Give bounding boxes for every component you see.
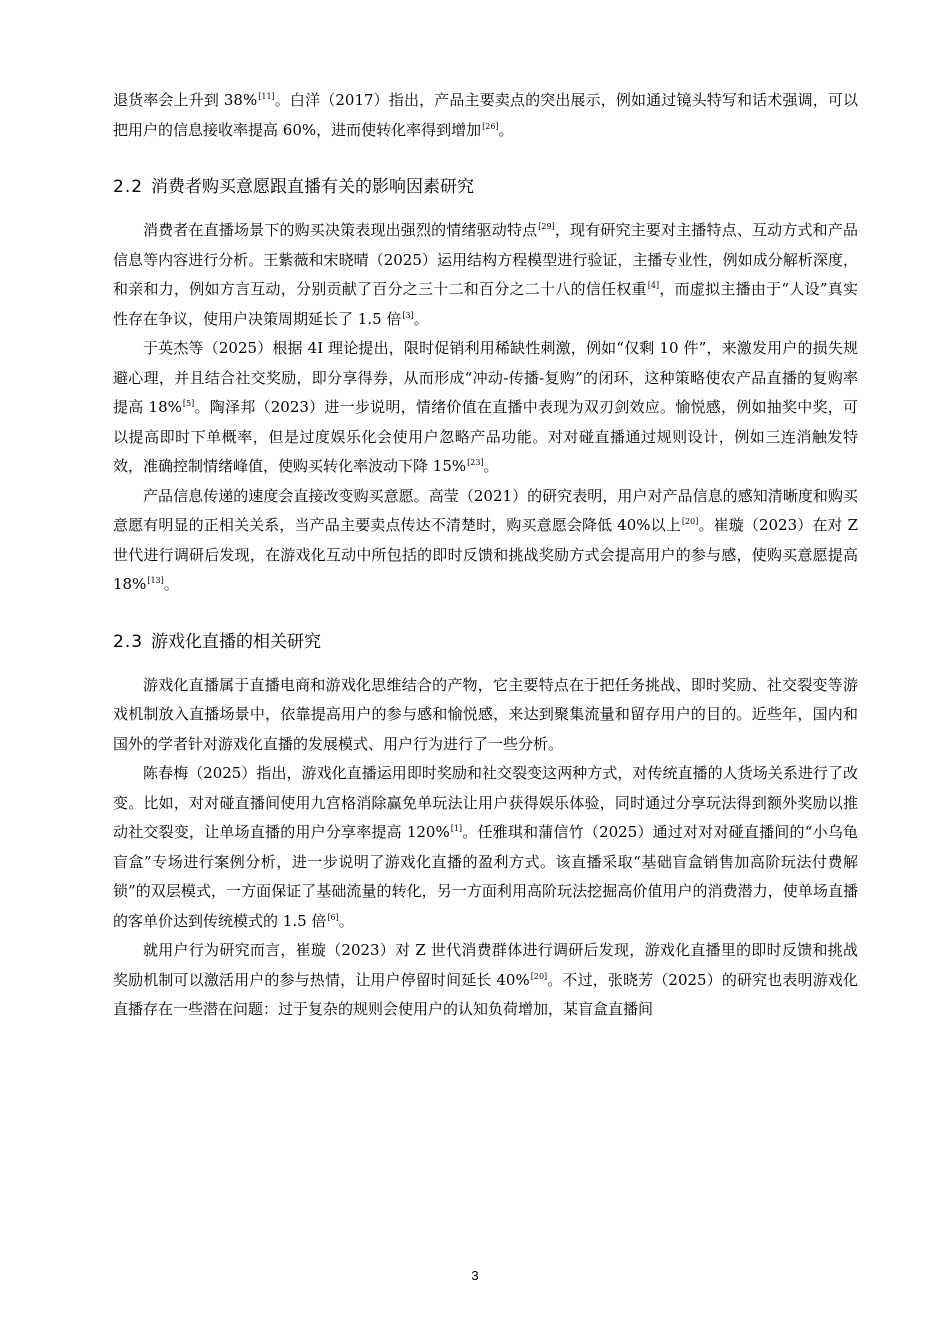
paragraph: [113, 671, 858, 760]
paragraph: [113, 334, 858, 482]
text-run: 陈春梅（2025）指出，游戏化直播运用即时奖励和社交裂变这两种方式，对传统直播的人货场关系进行了改变。比如，对对碰直播间使用九宫格消除赢免单玩法让用户获得娱乐体验，同时通过分享玩法得到额外奖励以推动社交裂变，让单场直播的用户分享率提高 120%: [113, 764, 858, 841]
citation: [6]: [327, 912, 339, 922]
text-run: 。白洋（2017）指出，产品主要卖点的突出展示，例如通过镜头特写和话术强调，可以把用户的信息接收率提高 60%，进而使转化率得到增加: [113, 91, 858, 139]
section-number: 2.3: [113, 631, 144, 652]
text-run: 。陶泽邦（2023）进一步说明，情绪价值在直播中表现为双刃剑效应。愉悦感，例如抽奖中奖，可以提高即时下单概率，但是过度娱乐化会使用户忽略产品功能。对对碰直播通过规则设计，例如三连消触发特效，准确控制情绪峰值，使购买转化率波动下降 15%: [113, 398, 858, 475]
text-run: 。: [483, 457, 499, 475]
text-run: 游戏化直播属于直播电商和游戏化思维结合的产物，它主要特点在于把任务挑战、即时奖励、社交裂变等游戏机制放入直播场景中，依靠提高用户的参与感和愉悦感，来达到聚集流量和留存用户的目的。近些年，国内和国外的学者针对游戏化直播的发展模式、用户行为进行了一些分析。: [113, 675, 858, 753]
paragraph: [113, 936, 858, 1025]
citation: [20]: [681, 517, 699, 526]
section-heading-2-2: [113, 175, 858, 199]
citation: [5]: [182, 399, 195, 408]
page-body: [113, 86, 858, 1025]
citation: [1]: [450, 824, 463, 833]
citation: [26]: [482, 121, 499, 131]
citation: [20]: [530, 971, 548, 981]
text-run: 。: [413, 309, 429, 328]
citation: [29]: [538, 222, 555, 231]
citation: [4]: [647, 281, 660, 290]
text-run: 消费者在直播场景下的购买决策表现出强烈的情绪驱动特点: [143, 221, 538, 239]
citation: [3]: [402, 310, 414, 320]
page-number: 3: [471, 1268, 479, 1283]
text-run: 就用户行为研究而言，崔璇（2023）对 Z 世代消费群体进行调研后发现，游戏化直播里的即时反馈和挑战奖励机制可以激活用户的参与热情，让用户停留时间延长 40%: [113, 941, 858, 989]
section-heading-2-3: [113, 630, 858, 654]
text-run: 。: [163, 575, 179, 593]
paragraph: [113, 216, 858, 334]
text-run: 。不过，张晓芳（2025）的研究也表明游戏化直播存在一些潜在问题：过于复杂的规则会使用户的认知负荷增加，某盲盒直播间: [113, 970, 858, 1018]
text-run: ，而虚拟主播由于“人设”真实性存在争议，使用户决策周期延长了 1.5 倍: [113, 280, 858, 328]
text-run: 。任雅琪和蒲信竹（2025）通过对对对碰直播间的“小乌龟盲盒”专场进行案例分析，进一步说明了游戏化直播的盈利方式。该直播采取“基础盲盒销售加高阶玩法付费解锁”的双层模式，一方面保证了基础流量的转化，另一方面利用高阶玩法挖掘高价值用户的消费潜力，使单场直播的客单价达到传统模式的 1.5 倍: [113, 823, 858, 930]
text-run: 产品信息传递的速度会直接改变购买意愿。高莹（2021）的研究表明，用户对产品信息的感知清晰度和购买意愿有明显的正相关关系，当产品主要卖点传达不清楚时，购买意愿会降低 40%以上: [113, 486, 858, 534]
section-title: 消费者购买意愿跟直播有关的影响因素研究: [151, 177, 475, 197]
paragraph: [113, 482, 858, 600]
text-run: 于英杰等（2025）根据 4I 理论提出，限时促销利用稀缺性刺激，例如“仅剩 10 件”，来激发用户的损失规避心理，并且结合社交奖励，即分享得券，从而形成“冲动-传播-复购”的闭环，这种策略使农产品直播的复购率提高 18%: [113, 339, 858, 416]
text-run: 退货率会上升到 38%: [113, 91, 258, 109]
paragraph: [113, 759, 858, 936]
citation: [13]: [147, 576, 164, 585]
paragraph-continued: [113, 86, 858, 145]
citation: [23]: [467, 458, 484, 467]
text-run: 。: [498, 120, 514, 139]
citation: [11]: [258, 92, 275, 101]
section-number: 2.2: [113, 177, 144, 197]
section-title: 游戏化直播的相关研究: [151, 631, 322, 652]
text-run: 。崔璇（2023）在对 Z 世代进行调研后发现，在游戏化互动中所包括的即时反馈和挑战奖励方式会提高用户的参与感，使购买意愿提高 18%: [113, 516, 858, 593]
text-run: 。: [338, 911, 354, 930]
text-run: ，现有研究主要对主播特点、互动方式和产品信息等内容进行分析。王紫薇和宋晓晴（2025）运用结构方程模型进行验证，主播专业性，例如成分解析深度，和亲和力，例如方言互动，分别贡献了百分之三十二和百分之二十八的信任权重: [113, 221, 858, 298]
